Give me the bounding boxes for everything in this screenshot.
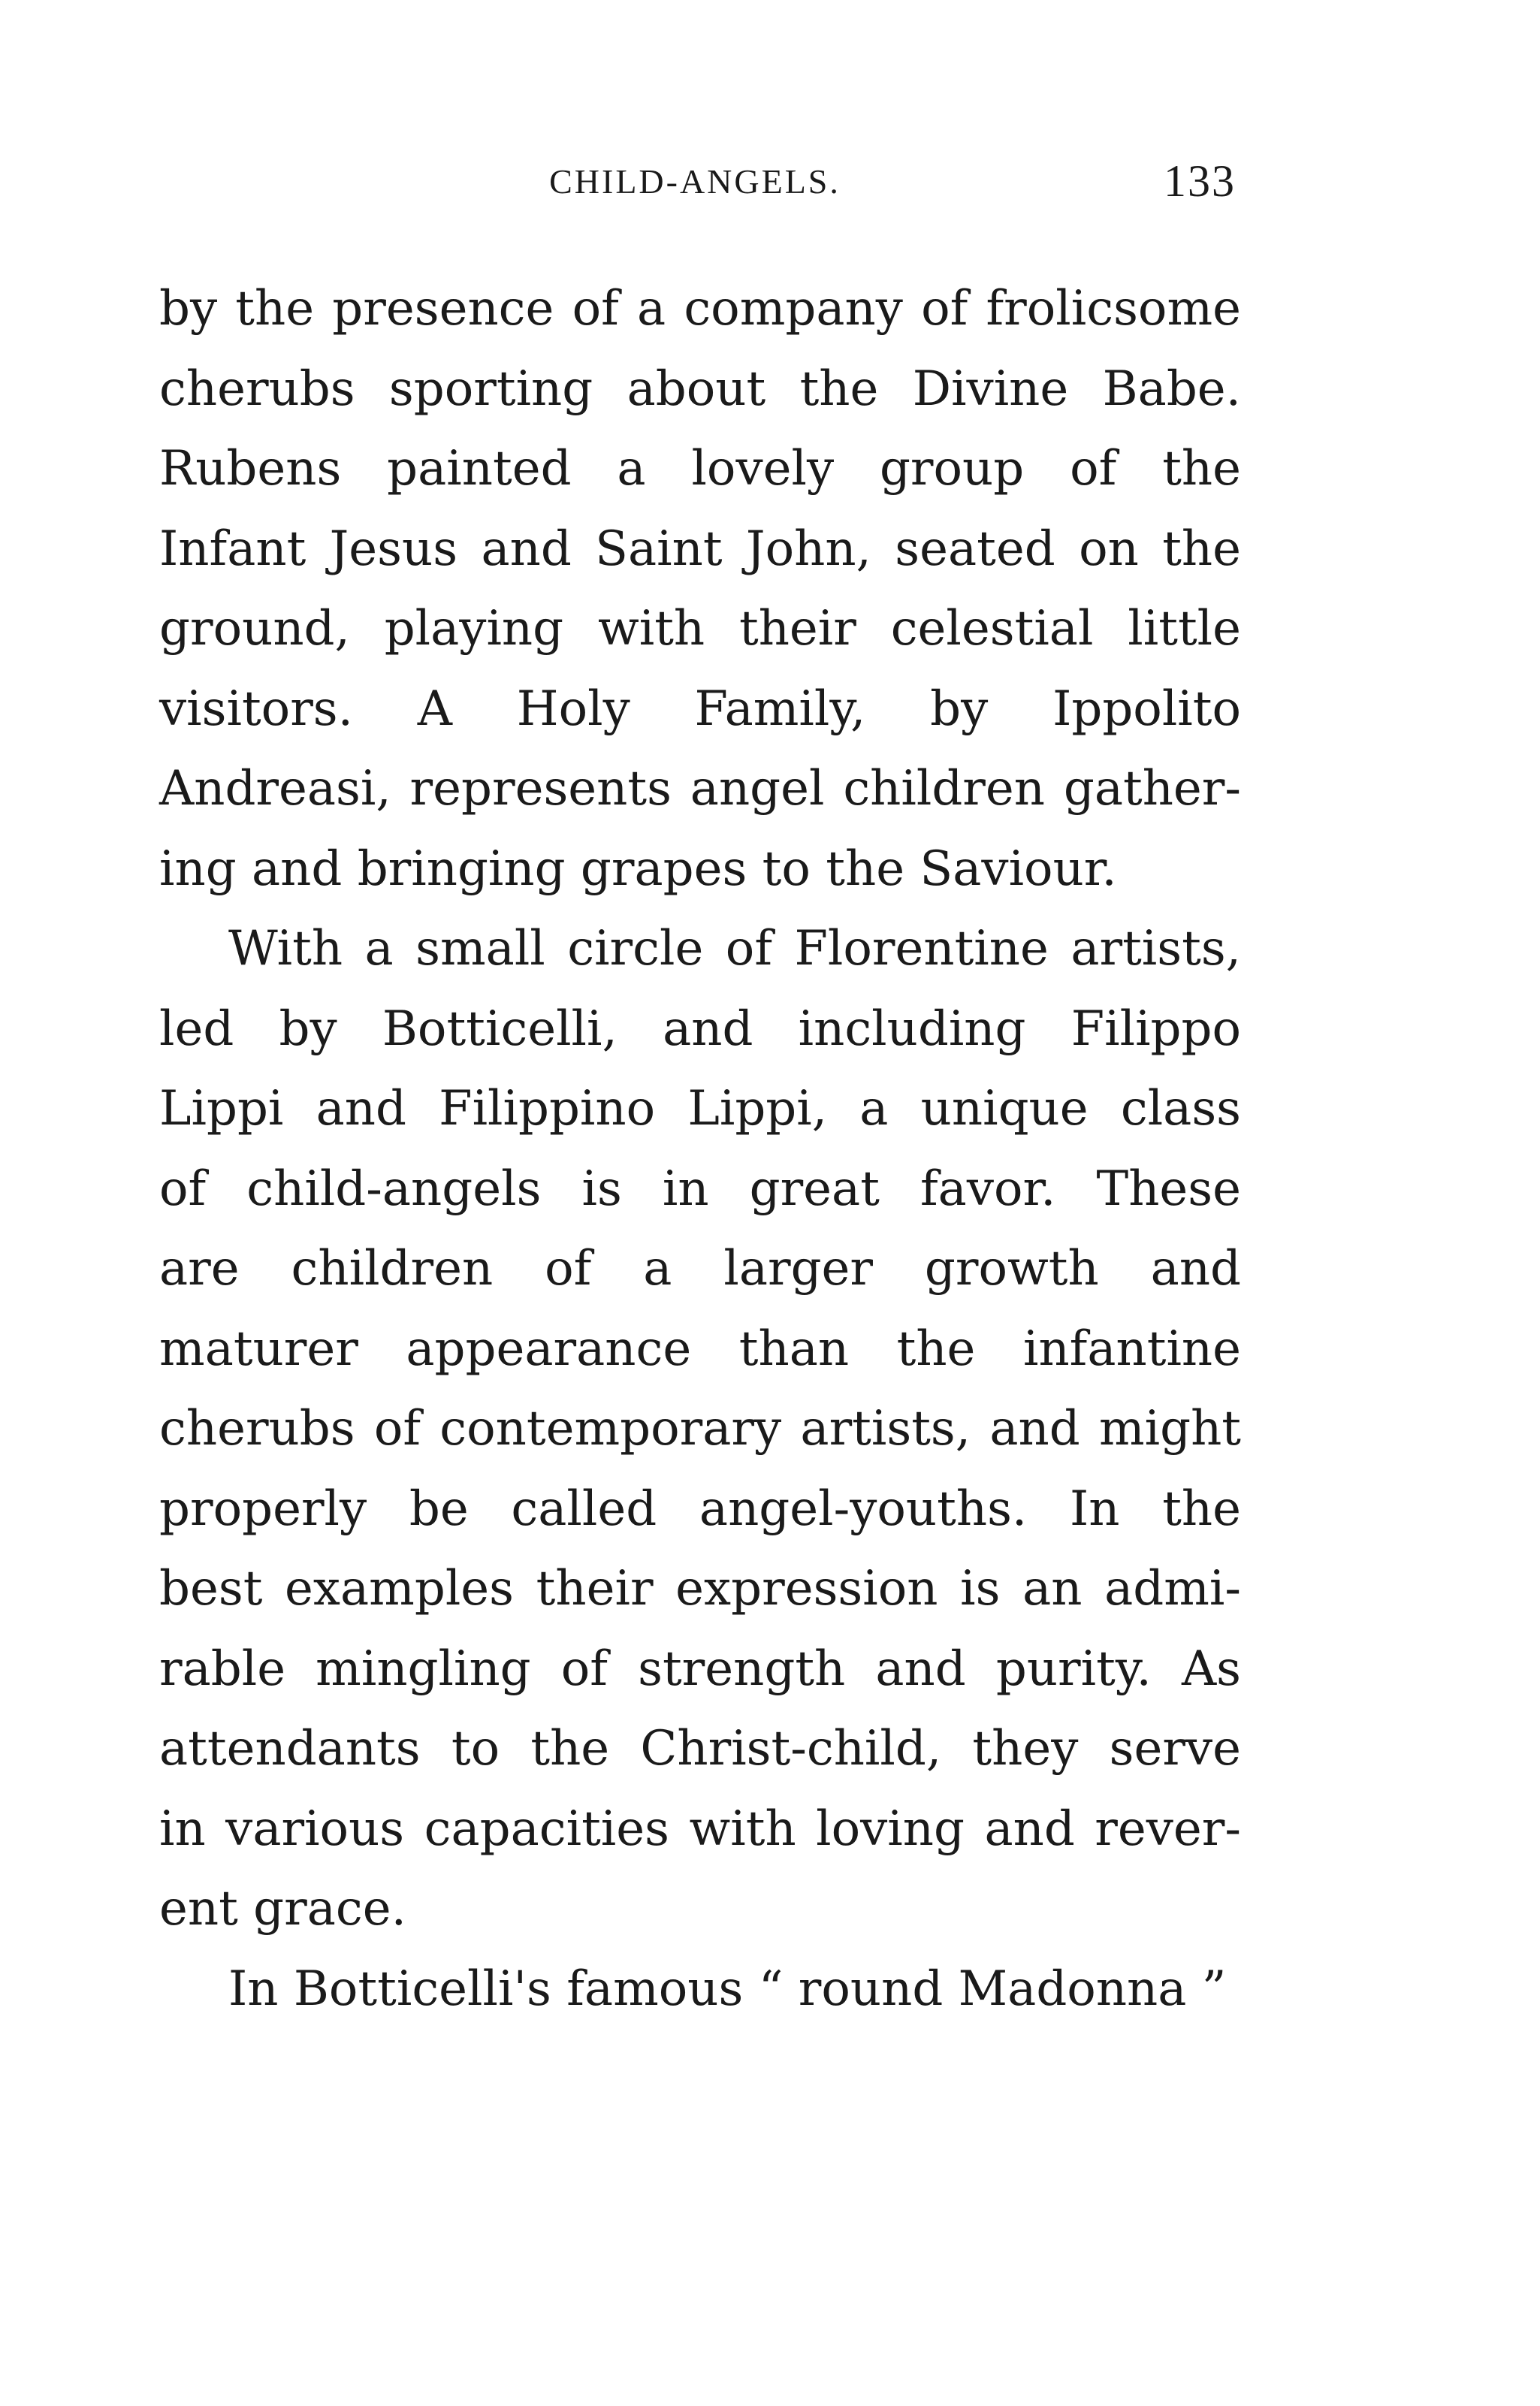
- text-line: Andreasi, represents angel children gather-: [159, 761, 1241, 817]
- text-line: of child-angels is in great favor. These: [159, 1161, 1241, 1217]
- text-line: are children of a larger growth and: [159, 1241, 1241, 1297]
- text-line: Infant Jesus and Saint John, seated on the: [159, 521, 1241, 577]
- text-line: in various capacities with loving and rever-: [159, 1801, 1241, 1857]
- running-head: [154, 154, 1236, 214]
- text-line: With a small circle of Florentine artists,: [228, 921, 1241, 977]
- text-line: led by Botticelli, and including Filippo: [159, 1001, 1241, 1057]
- text-line: cherubs of contemporary artists, and might: [159, 1401, 1241, 1457]
- text-line: Lippi and Filippino Lippi, a unique class: [159, 1081, 1241, 1137]
- text-line: Rubens painted a lovely group of the: [159, 441, 1241, 497]
- text-line: best examples their expression is an admi-: [159, 1561, 1241, 1617]
- text-line: maturer appearance than the infantine: [159, 1321, 1241, 1377]
- text-line: by the presence of a company of frolicsome: [159, 281, 1241, 337]
- text-line: ent grace.: [159, 1881, 406, 1937]
- text-line: ground, playing with their celestial little: [159, 601, 1241, 657]
- text-line: rable mingling of strength and purity. As: [159, 1641, 1241, 1697]
- running-title: CHILD-ANGELS.: [549, 162, 841, 201]
- page-number: 133: [1164, 156, 1236, 206]
- text-line: properly be called angel-youths. In the: [159, 1481, 1241, 1537]
- text-line: ing and bringing grapes to the Saviour.: [159, 841, 1117, 897]
- text-line: cherubs sporting about the Divine Babe.: [159, 361, 1241, 417]
- text-line: In Botticelli's famous “ round Madonna ”: [228, 1961, 1227, 2017]
- body-text: [159, 269, 1241, 2029]
- text-line: attendants to the Christ-child, they serve: [159, 1721, 1241, 1777]
- text-line: visitors. A Holy Family, by Ippolito: [159, 681, 1241, 737]
